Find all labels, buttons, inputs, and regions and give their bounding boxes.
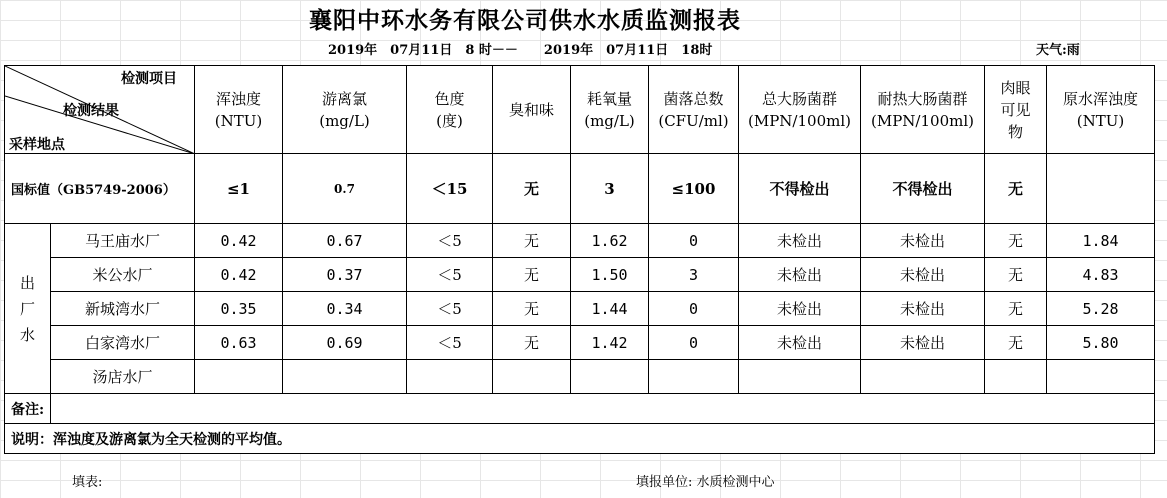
remarks-label: 备注: [5, 394, 51, 424]
plant-value-5: 0 [649, 224, 739, 258]
plant-value-6 [739, 360, 861, 394]
standard-row [5, 154, 1155, 224]
outflow-group-label: 出 厂 水 [5, 224, 51, 394]
plant-value-7: 未检出 [861, 292, 985, 326]
header-row [5, 66, 1155, 154]
column-header-unit: (MPN/100ml) [748, 111, 851, 130]
column-header-2 [407, 66, 493, 154]
plant-value-8: 无 [985, 258, 1047, 292]
plant-value-0 [195, 360, 283, 394]
plant-value-1: 0.34 [283, 292, 407, 326]
column-header-name: 色度 [434, 89, 465, 108]
standard-value-7: 不得检出 [861, 154, 985, 224]
standard-value-8: 无 [985, 154, 1047, 224]
column-header-5 [649, 66, 739, 154]
plant-value-3 [493, 360, 571, 394]
column-header-unit: (NTU) [1076, 111, 1125, 130]
plant-value-1 [283, 360, 407, 394]
plant-value-2: ＜5 [407, 224, 493, 258]
column-header-1 [283, 66, 407, 154]
plant-value-8 [985, 360, 1047, 394]
column-header-unit: (度) [436, 111, 463, 130]
plant-value-5: 0 [649, 292, 739, 326]
plant-value-5: 3 [649, 258, 739, 292]
standard-value-5: ≤100 [649, 154, 739, 224]
plant-value-8: 无 [985, 292, 1047, 326]
column-header-unit: (mg/L) [584, 111, 635, 130]
plant-value-0: 0.63 [195, 326, 283, 360]
column-header-name: 游离氯 [321, 89, 367, 108]
plant-name: 米公水厂 [51, 258, 195, 292]
plant-value-1: 0.67 [283, 224, 407, 258]
plant-value-4: 1.62 [571, 224, 649, 258]
plant-name: 汤店水厂 [51, 360, 195, 394]
corner-result-label: 检测结果 [63, 103, 119, 119]
column-header-unit: (mg/L) [319, 111, 370, 130]
table-row [5, 292, 1155, 326]
plant-value-0: 0.42 [195, 224, 283, 258]
standard-value-9 [1047, 154, 1155, 224]
plant-value-4: 1.44 [571, 292, 649, 326]
plant-name: 白家湾水厂 [51, 326, 195, 360]
plant-name: 新城湾水厂 [51, 292, 195, 326]
header-corner-cell [5, 66, 195, 154]
standard-value-4: 3 [571, 154, 649, 224]
plant-value-3: 无 [493, 292, 571, 326]
column-header-9 [1047, 66, 1155, 154]
plant-value-1: 0.69 [283, 326, 407, 360]
column-header-name: 菌落总数 [663, 89, 724, 108]
plant-value-1: 0.37 [283, 258, 407, 292]
plant-value-9: 5.80 [1047, 326, 1155, 360]
report-title: 襄阳中环水务有限公司供水水质监测报表 [309, 7, 741, 34]
standard-value-0: ≤1 [195, 154, 283, 224]
column-header-unit: (MPN/100ml) [871, 111, 974, 130]
standard-label: 国标值（GB5749-2006） [5, 154, 195, 224]
corner-item-label: 检测项目 [121, 71, 177, 87]
plant-value-8: 无 [985, 224, 1047, 258]
plant-value-9 [1047, 360, 1155, 394]
column-header-7 [861, 66, 985, 154]
plant-value-2: ＜5 [407, 292, 493, 326]
plant-value-8: 无 [985, 326, 1047, 360]
standard-value-6: 不得检出 [739, 154, 861, 224]
plant-value-6: 未检出 [739, 326, 861, 360]
plant-value-7: 未检出 [861, 224, 985, 258]
column-header-name: 耗氧量 [586, 89, 632, 108]
note-text: 说明：浑浊度及游离氯为全天检测的平均值。 [5, 424, 1155, 454]
column-header-4 [571, 66, 649, 154]
plant-value-9: 5.28 [1047, 292, 1155, 326]
column-header-name: 耐热大肠菌群 [877, 89, 968, 108]
plant-value-4: 1.50 [571, 258, 649, 292]
table-row [5, 258, 1155, 292]
column-header-name: 总大肠菌群 [761, 89, 837, 108]
plant-value-6: 未检出 [739, 292, 861, 326]
column-header-6 [739, 66, 861, 154]
weather-label: 天气:雨 [1036, 43, 1080, 58]
plant-value-2 [407, 360, 493, 394]
plant-value-3: 无 [493, 258, 571, 292]
plant-value-6: 未检出 [739, 224, 861, 258]
reporting-unit-label: 填报单位: 水质检测中心 [636, 475, 775, 490]
table-row [5, 360, 1155, 394]
plant-value-7: 未检出 [861, 326, 985, 360]
column-header-3 [493, 66, 571, 154]
note-row [5, 424, 1155, 454]
plant-value-9: 4.83 [1047, 258, 1155, 292]
table-row [5, 326, 1155, 360]
remarks-row [5, 394, 1155, 424]
column-header-name: 浑浊度 [215, 89, 261, 108]
plant-value-4 [571, 360, 649, 394]
column-header-unit: (NTU) [214, 111, 263, 130]
filled-by-label: 填表: [72, 475, 103, 490]
corner-location-label: 采样地点 [9, 137, 65, 153]
standard-value-3: 无 [493, 154, 571, 224]
date-range: 2019年 07月11日 8 时－－ 2019年 07月11日 18时 [328, 43, 713, 58]
plant-value-9: 1.84 [1047, 224, 1155, 258]
remarks-value [51, 394, 1155, 424]
column-header-name: 臭和味 [508, 100, 554, 119]
plant-value-5 [649, 360, 739, 394]
column-header-name: 肉眼 可见 物 [1000, 78, 1031, 141]
standard-value-1: 0.7 [283, 154, 407, 224]
plant-value-4: 1.42 [571, 326, 649, 360]
column-header-unit: (CFU/ml) [658, 111, 729, 130]
plant-value-2: ＜5 [407, 258, 493, 292]
column-header-0 [195, 66, 283, 154]
plant-value-7 [861, 360, 985, 394]
plant-value-0: 0.35 [195, 292, 283, 326]
plant-value-3: 无 [493, 326, 571, 360]
column-header-name: 原水浑浊度 [1062, 89, 1138, 108]
table-row [5, 224, 1155, 258]
plant-value-0: 0.42 [195, 258, 283, 292]
plant-value-6: 未检出 [739, 258, 861, 292]
plant-value-7: 未检出 [861, 258, 985, 292]
plant-value-2: ＜5 [407, 326, 493, 360]
water-quality-table [4, 65, 1155, 454]
standard-value-2: ＜15 [407, 154, 493, 224]
column-header-8 [985, 66, 1047, 154]
plant-value-3: 无 [493, 224, 571, 258]
plant-value-5: 0 [649, 326, 739, 360]
plant-name: 马王庙水厂 [51, 224, 195, 258]
